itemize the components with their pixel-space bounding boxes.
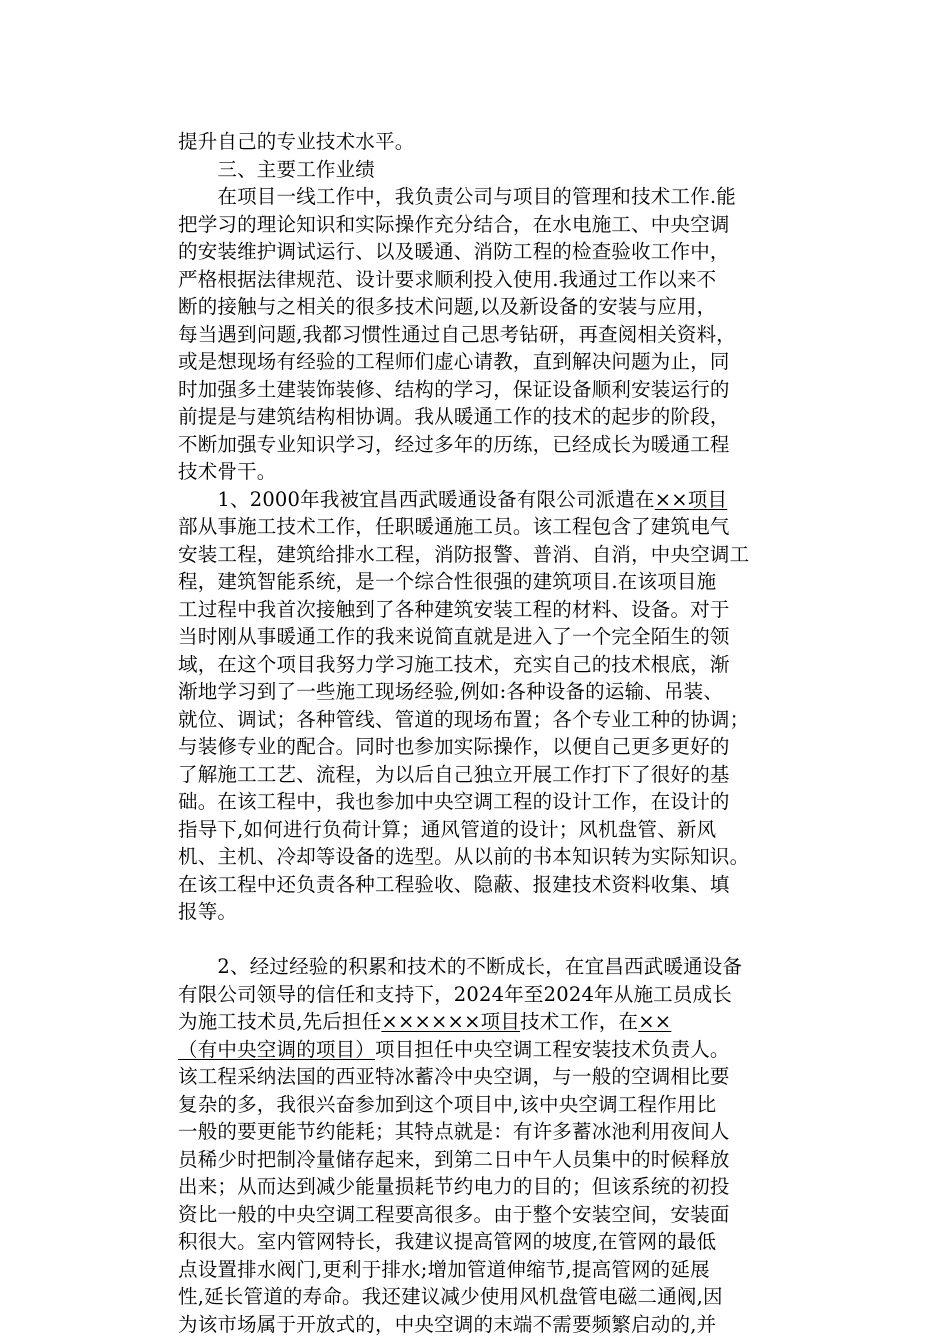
- text-line: 础。在该工程中，我也参加中央空调工程的设计工作，在设计的: [178, 790, 730, 813]
- text-line: 或是想现场有经验的工程师们虚心请教，直到解决问题为止，同: [178, 350, 730, 373]
- text-run: 为施工技术员,先后担任: [178, 1010, 382, 1033]
- underlined-project-name: ××××××项目: [381, 1010, 521, 1033]
- text-line: 为该市场属于开放式的，中央空调的末端不需要频繁启动的,并: [178, 1312, 717, 1336]
- text-line: 一般的要更能节约能耗；其特点就是：有许多蓄冰池利用夜间人: [178, 1120, 730, 1143]
- text-line: 当时刚从事暖通工作的我来说简直就是进入了一个完全陌生的领: [178, 625, 730, 648]
- text-line: 时加强多土建装饰装修、结构的学习，保证设备顺利安装运行的: [178, 377, 730, 401]
- text-line: 断的接触与之相关的很多技术问题,以及新设备的安装与应用，: [178, 295, 717, 318]
- paragraph-gap: [178, 926, 818, 954]
- text-line: 指导下,如何进行负荷计算；通风管道的设计；风机盘管、新风: [178, 817, 717, 841]
- text-line: 机、主机、冷却等设备的选型。从以前的书本知识转为实际知识。: [178, 845, 750, 868]
- text-line: 程，建筑智能系统，是一个综合性很强的建筑项目.在该项目施: [178, 570, 717, 593]
- text-line: [178, 1008, 818, 1036]
- section-heading: 三、主要工作业绩: [178, 157, 376, 181]
- underlined-project-name: ××项目: [654, 487, 728, 511]
- text-line: 渐地学习到了一些施工现场经验,例如:各种设备的运输、吊装、: [178, 680, 724, 703]
- text-line: [178, 1036, 818, 1064]
- text-line: 出来；从而达到减少能量损耗节约电力的目的；但该系统的初投: [178, 1175, 730, 1198]
- underlined-project-name: ××: [638, 1010, 672, 1033]
- text-line: 报等。: [178, 900, 238, 923]
- text-line: 了解施工工艺、流程，为以后自己独立开展工作打下了很好的基: [178, 762, 730, 786]
- text-line: 前提是与建筑结构相协调。我从暖通工作的技术的起步的阶段，: [178, 405, 730, 428]
- text-line: 把学习的理论知识和实际操作充分结合，在水电施工、中央空调: [178, 212, 730, 236]
- text-line: 有限公司领导的信任和支持下，2024年至2024年从施工员成长: [178, 982, 732, 1006]
- text-run: 技术工作，在: [520, 1010, 639, 1033]
- document-body: [178, 128, 818, 1338]
- text-line: 提升自己的专业技术水平。: [178, 130, 415, 153]
- text-run: 项目担任中央空调工程安装技术负责人。: [375, 1037, 730, 1061]
- text-line: 资比一般的中央空调工程要高很多。由于整个安装空间，安装面: [178, 1202, 730, 1226]
- text-line: 在项目一线工作中，我负责公司与项目的管理和技术工作.能: [178, 185, 736, 208]
- text-line: 工过程中我首次接触到了各种建筑安装工程的材料、设备。对于: [178, 597, 730, 621]
- text-line: 积很大。室内管网特长，我建议提高管网的坡度,在管网的最低: [178, 1230, 717, 1253]
- text-line: 部从事施工技术工作，任职暖通施工员。该工程包含了建筑电气: [178, 515, 730, 538]
- text-line: 域，在这个项目我努力学习施工技术，充实自己的技术根底，渐: [178, 652, 730, 676]
- text-line: 的安装维护调试运行、以及暖通、消防工程的检查验收工作中，: [178, 240, 730, 263]
- text-line: 每当遇到问题,我都习惯性通过自己思考钻研，再查阅相关资料，: [178, 322, 736, 346]
- underlined-project-note: （有中央空调的项目）: [178, 1037, 376, 1061]
- text-line: 该工程采纳法国的西亚特冰蓄冷中央空调，与一般的空调相比要: [178, 1065, 730, 1088]
- text-line: 点设置排水阀门,更利于排水;增加管道伸缩节,提高管网的延展: [178, 1257, 710, 1281]
- text-line: 在该工程中还负责各种工程验收、隐蔽、报建技术资料收集、填: [178, 872, 730, 896]
- text-line: [178, 486, 818, 514]
- text-line: 员稀少时把制冷量储存起来，到第二日中午人员集中的时候释放: [178, 1147, 730, 1171]
- text-line: 安装工程，建筑给排水工程，消防报警、普消、自消，中央空调工: [178, 542, 750, 566]
- text-line: 2、经过经验的积累和技术的不断成长，在宜昌西武暖通设备: [178, 955, 743, 978]
- text-line: 复杂的多，我很兴奋参加到这个项目中,该中央空调工程作用比: [178, 1092, 717, 1116]
- text-line: 技术骨干。: [178, 460, 277, 483]
- text-line: 严格根据法律规范、设计要求顺利投入使用.我通过工作以来不: [178, 267, 717, 291]
- text-line: 就位、调试；各种管线、管道的现场布置；各个专业工种的协调；: [178, 707, 750, 731]
- text-line: 与装修专业的配合。同时也参加实际操作，以便自己更多更好的: [178, 735, 730, 758]
- text-line: 不断加强专业知识学习，经过多年的历练，已经成长为暖通工程: [178, 432, 730, 456]
- text-run: 1、2000年我被宜昌西武暖通设备有限公司派遣在: [178, 487, 655, 511]
- text-line: 性,延长管道的寿命。我还建议减少使用风机盘管电磁二通阀,因: [178, 1285, 723, 1308]
